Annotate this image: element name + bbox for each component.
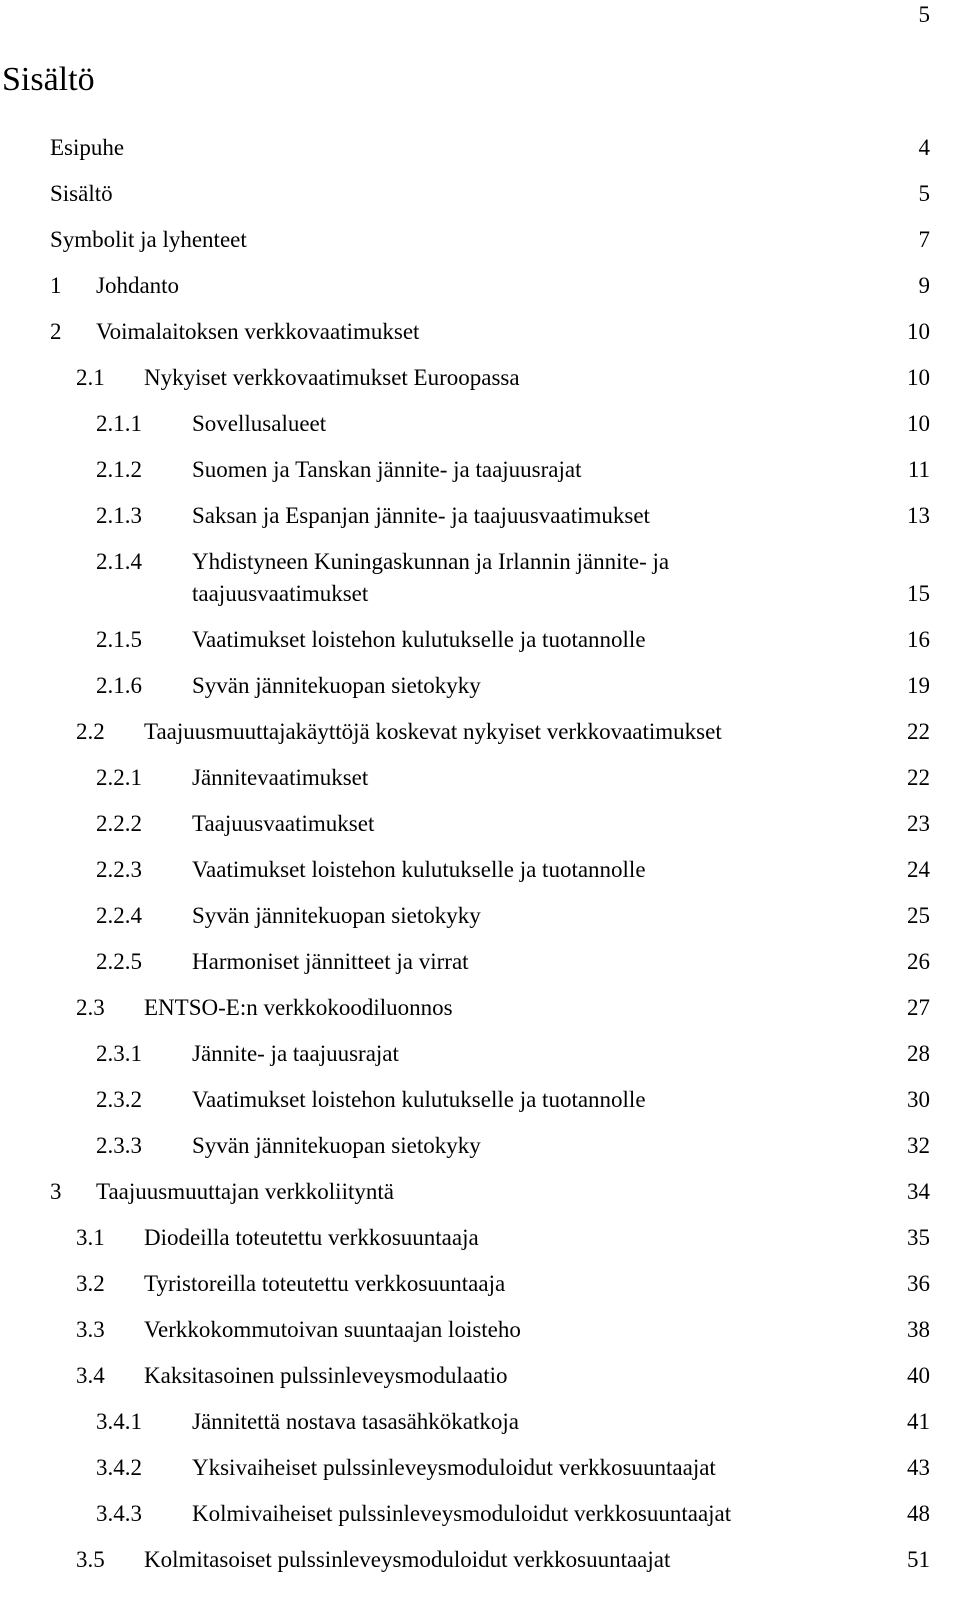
toc-entry[interactable] [0,801,960,847]
toc-entry-page: 11 [907,457,930,482]
toc-entry-page: 4 [918,135,930,160]
toc-entry[interactable] [0,893,960,939]
toc-entry-page: 19 [907,673,930,698]
toc-entry-number: 2.2.5 [96,949,142,974]
toc-entry-title: Kolmitasoiset pulssinleveysmoduloidut verkkosuuntaajat [144,1547,671,1572]
toc-entry[interactable] [0,217,960,263]
toc-entry-number: 2.2.1 [96,765,142,790]
toc-entry-page: 13 [907,503,930,528]
toc-entry-page: 10 [907,319,930,344]
toc-entry-page: 10 [907,365,930,390]
toc-entry-title: Nykyiset verkkovaatimukset Euroopassa [144,365,520,390]
toc-entry-title: Kolmivaiheiset pulssinleveysmoduloidut verkkosuuntaajat [192,1501,732,1526]
toc-entry[interactable] [0,1215,960,1261]
toc-entry-page: 25 [907,903,930,928]
toc-entry-page: 7 [918,227,930,252]
toc-entry-number: 2.1.4 [96,549,142,574]
toc-entry-title: Suomen ja Tanskan jännite- ja taajuusrajat [192,457,582,482]
toc-entry[interactable] [0,263,960,309]
toc-entry-number: 2.1.2 [96,457,142,482]
toc-entry[interactable] [0,755,960,801]
toc-entry-page: 30 [907,1087,930,1112]
toc-entry[interactable] [0,493,960,539]
toc-entry-number: 1 [50,273,62,298]
toc-entry-title: Verkkokommutoivan suuntaajan loisteho [144,1317,521,1342]
toc-entry-number: 3.4.3 [96,1501,142,1526]
toc-entry-page: 26 [907,949,930,974]
toc-entry[interactable] [0,1169,960,1215]
toc-entry-page: 15 [907,581,930,606]
toc-entry-page: 5 [918,181,930,206]
toc-entry-number: 2.3.2 [96,1087,142,1112]
page-number: 5 [918,2,930,27]
toc-entry-title: Jännite- ja taajuusrajat [192,1041,399,1066]
toc-entry[interactable] [0,1537,960,1583]
toc-entry[interactable] [0,125,960,171]
toc-entry-page: 24 [907,857,930,882]
toc-entry-number: 2.3 [76,995,105,1020]
toc-entry-title: Taajuusvaatimukset [192,811,375,836]
toc-entry-page: 22 [907,765,930,790]
toc-entry-number: 3.1 [76,1225,105,1250]
toc-entry[interactable] [0,1261,960,1307]
toc-entry-title: Yhdistyneen Kuningaskunnan ja Irlannin jännite- ja taajuusvaatimukset [192,549,670,606]
toc-entry-number: 3 [50,1179,62,1204]
toc-entry-number: 3.4.2 [96,1455,142,1480]
toc-entry[interactable] [0,447,960,493]
toc-entry[interactable] [0,1031,960,1077]
toc-entry-title: Sisältö [50,181,113,206]
toc-entry-page: 41 [907,1409,930,1434]
toc-entry-title: Taajuusmuuttajan verkkoliityntä [96,1179,394,1204]
toc-entry-number: 2.2.3 [96,857,142,882]
toc-entry-page: 22 [907,719,930,744]
toc-entry-page: 27 [907,995,930,1020]
toc-entry-number: 3.4 [76,1363,105,1388]
toc-entry-title: Vaatimukset loistehon kulutukselle ja tuotannolle [192,1087,646,1112]
toc-entry-number: 2.1.5 [96,627,142,652]
toc-entry-title: Kaksitasoinen pulssinleveysmodulaatio [144,1363,508,1388]
toc-entry-title: Saksan ja Espanjan jännite- ja taajuusvaatimukset [192,503,650,528]
toc-entry-page: 35 [907,1225,930,1250]
toc-entry-page: 51 [907,1547,930,1572]
toc-entry-title: Sovellusalueet [192,411,327,436]
toc-entry-number: 2.1.6 [96,673,142,698]
toc-entry-title: Yksivaiheiset pulssinleveysmoduloidut verkkosuuntaajat [192,1455,716,1480]
toc-entry[interactable] [0,1307,960,1353]
toc-entry-title: Johdanto [96,273,180,298]
page-title: Sisältö [2,61,95,98]
toc-entry[interactable] [0,1123,960,1169]
toc-entry-title: Harmoniset jännitteet ja virrat [192,949,469,974]
toc-entry[interactable] [0,309,960,355]
toc-entry-page: 43 [907,1455,930,1480]
toc-entry-number: 3.3 [76,1317,105,1342]
toc-entry[interactable] [0,171,960,217]
toc-entry[interactable] [0,985,960,1031]
toc-entry-title: Diodeilla toteutettu verkkosuuntaaja [144,1225,479,1250]
toc-entry-page: 28 [907,1041,930,1066]
toc-entry-page: 36 [907,1271,930,1296]
toc-entry-number: 3.2 [76,1271,105,1296]
toc-entry-number: 2.2.2 [96,811,142,836]
toc-entry-number: 2.1.1 [96,411,142,436]
toc-entry-title: Taajuusmuuttajakäyttöjä koskevat nykyiset verkkovaatimukset [144,719,722,744]
toc-entry[interactable] [0,617,960,663]
toc-entry-number: 3.5 [76,1547,105,1572]
toc-entry-number: 2.3.3 [96,1133,142,1158]
toc-entry-title: ENTSO-E:n verkkokoodiluonnos [144,995,453,1020]
toc-entry-title: Vaatimukset loistehon kulutukselle ja tuotannolle [192,857,646,882]
toc-entry-number: 2.2 [76,719,105,744]
toc-entry-page: 32 [907,1133,930,1158]
toc-entry-title: Syvän jännitekuopan sietokyky [192,1133,481,1158]
toc-entry-title: Jännitettä nostava tasasähkökatkoja [192,1409,520,1434]
toc-entry-title: Symbolit ja lyhenteet [50,227,247,252]
table-of-contents [0,125,960,1583]
toc-entry-page: 38 [907,1317,930,1342]
toc-entry-page: 23 [907,811,930,836]
toc-entry[interactable] [0,1399,960,1445]
toc-entry-number: 2.3.1 [96,1041,142,1066]
toc-entry[interactable] [0,939,960,985]
toc-entry[interactable] [0,1353,960,1399]
toc-entry-title: Vaatimukset loistehon kulutukselle ja tuotannolle [192,627,646,652]
toc-entry-number: 2.1 [76,365,105,390]
toc-entry-title: Syvän jännitekuopan sietokyky [192,903,481,928]
toc-entry-number: 2 [50,319,62,344]
toc-entry[interactable] [0,663,960,709]
toc-entry-number: 2.2.4 [96,903,142,928]
toc-entry-title: Tyristoreilla toteutettu verkkosuuntaaja [144,1271,506,1296]
toc-entry-title: Esipuhe [50,135,125,160]
toc-entry-title: Syvän jännitekuopan sietokyky [192,673,481,698]
toc-entry-number: 3.4.1 [96,1409,142,1434]
toc-entry[interactable] [0,355,960,401]
toc-entry[interactable] [0,709,960,755]
toc-entry[interactable] [0,1445,960,1491]
toc-entry-title: Jännitevaatimukset [192,765,369,790]
toc-entry-page: 10 [907,411,930,436]
toc-entry[interactable] [0,1077,960,1123]
toc-entry[interactable] [0,847,960,893]
toc-entry-page: 34 [907,1179,930,1204]
toc-entry-page: 48 [907,1501,930,1526]
toc-entry[interactable] [0,401,960,447]
toc-entry-title: Voimalaitoksen verkkovaatimukset [96,319,420,344]
toc-entry-page: 40 [907,1363,930,1388]
toc-entry-page: 9 [918,273,930,298]
toc-entry-number: 2.1.3 [96,503,142,528]
toc-entry[interactable] [0,539,960,617]
toc-entry-page: 16 [907,627,930,652]
toc-entry[interactable] [0,1491,960,1537]
